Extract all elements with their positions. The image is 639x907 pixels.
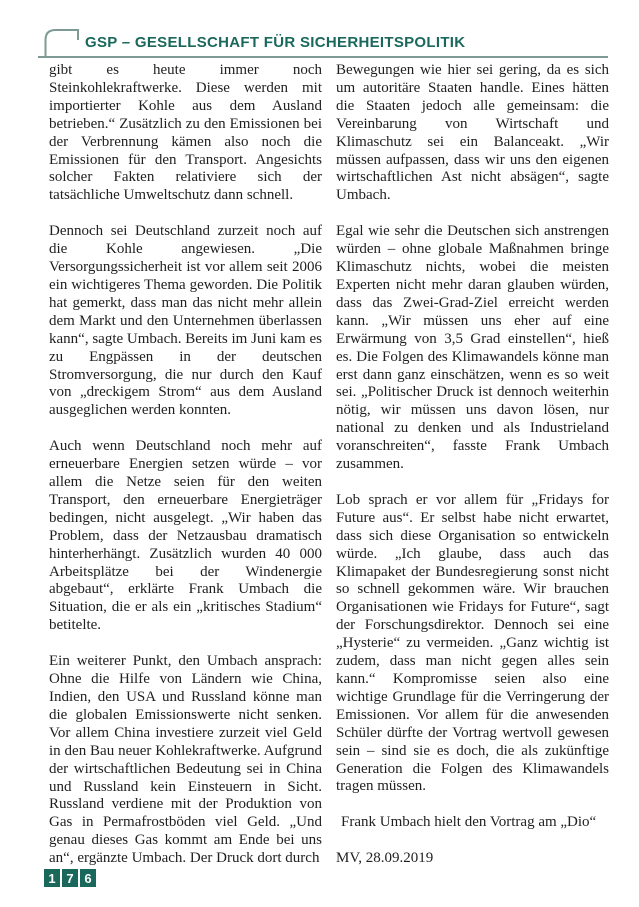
- paragraph: Egal wie sehr die Deutschen sich anstrengen würden – ohne globale Maßnahmen bringe Klimaschutz nichts, wobei die meisten Experten nicht mehr daran glauben würden, dass das Zwei-Grad-Ziel erreicht werden kann. „Wir müssen uns eher auf eine Erwärmung von 3,5 Grad einstellen“, hieß es. Die Folgen des Klimawandels könne man erst dann ganz einschätzen, wenn es so weit sei. „Politischer Druck ist dennoch weiterhin nötig, wir müssen uns davon lösen, nur national zu denken und als Industrieland voranschreiten“, fasste Frank Umbach zusammen.: [336, 223, 609, 473]
- paragraph: Auch wenn Deutschland noch mehr auf erneuerbare Energien setzen würde – vor allem die Netze seien für den weiten Transport, den erneuerbare Energieträger bedingen, nicht ausgelegt. „Wir haben das Problem, dass der Netzausbau dramatisch hinterherhängt. Zusätzlich wurden 40 000 Arbeitsplätze bei der Windenergie abgebaut“, erklärte Frank Umbach die Situation, die er als ein „kritisches Stadium“ betitelte.: [49, 438, 322, 634]
- page-title: GSP – GESELLSCHAFT FÜR SICHERHEITSPOLITIK: [85, 34, 466, 51]
- page-number: [44, 869, 96, 887]
- paragraph: Bewegungen wie hier sei gering, da es sich um autoritäre Staaten handle. Eines hätten die Staaten jedoch alle gemeinsam: die Vereinbarung von Wirtschaft und Klimaschutz sei ein Balanceakt. „Wir müssen aufpassen, dass wir uns den eigenen wirtschaftlichen Ast nicht absägen“, sagte Umbach.: [336, 62, 609, 204]
- left-column: [49, 62, 322, 868]
- right-column: [336, 62, 609, 868]
- byline: Frank Umbach hielt den Vortrag am „Dio“: [341, 814, 597, 831]
- page-number-digit: 7: [62, 869, 78, 887]
- page-number-digit: 1: [44, 869, 60, 887]
- page-number-digit: 6: [80, 869, 96, 887]
- dateline: MV, 28.09.2019: [336, 850, 434, 867]
- paragraph: Ein weiterer Punkt, den Umbach ansprach: Ohne die Hilfe von Ländern wie China, Indien, den USA und Russland könne man die globalen Emissionswerte nicht senken. Vor allem China investiere zurzeit viel Geld in den Bau neuer Kohlekraftwerke. Aufgrund der wirtschaftlichen Bedeutung sei in China und Russland kein Einsteuern in Sicht. Russland verdiene mit der Produktion von Gas in Permafrostböden viel Geld. „Und genau dieses Gas kommt am Ende bei uns an“, ergänzte Umbach. Der Druck dort durch: [49, 653, 322, 867]
- paragraph: Dennoch sei Deutschland zurzeit noch auf die Kohle angewiesen. „Die Versorgungssicherheit ist vor allem seit 2006 ein wichtigeres Thema geworden. Die Politik hat gemerkt, dass man das nicht mehr allein dem Markt und den Unternehmen überlassen kann“, sagte Umbach. Bereits im Juni kam es zu Engpässen in der deutschen Stromversorgung, die nur durch den Kauf von „dreckigem Strom“ aus dem Ausland ausgeglichen werden konnten.: [49, 223, 322, 419]
- paragraph: gibt es heute immer noch Steinkohlekraftwerke. Diese werden mit importierter Kohle aus dem Ausland betrieben.“ Zusätzlich zu den Emissionen bei der Verbrennung kämen also noch die Emissionen für den Transport. Angesichts solcher Fakten relativiere sich der tatsächliche Umweltschutz dann schnell.: [49, 62, 322, 204]
- header-rule: [38, 56, 608, 58]
- paragraph: Lob sprach er vor allem für „Fridays for Future aus“. Er selbst habe nicht erwartet, dass sich diese Organisation so entwickeln würde. „Ich glaube, dass auch das Klimapaket der Bundesregierung sonst nicht so schnell gekommen wäre. Wir brauchen Organisationen wie Fridays for Future“, sagt der Forschungsdirektor. Dennoch sei eine „Hysterie“ zu vermeiden. „Ganz wichtig ist zudem, dass man nicht gegen alles sein kann.“ Kompromisse seien also eine wichtige Grundlage für die Verringerung der Emissionen. Vor allem für die anwesenden Schüler dürfte der Vortrag wertvoll gewesen sein – sind sie es doch, die als zukünftige Generation die Folgen des Klimawandels tragen müssen.: [336, 491, 609, 795]
- article-columns: [49, 62, 609, 868]
